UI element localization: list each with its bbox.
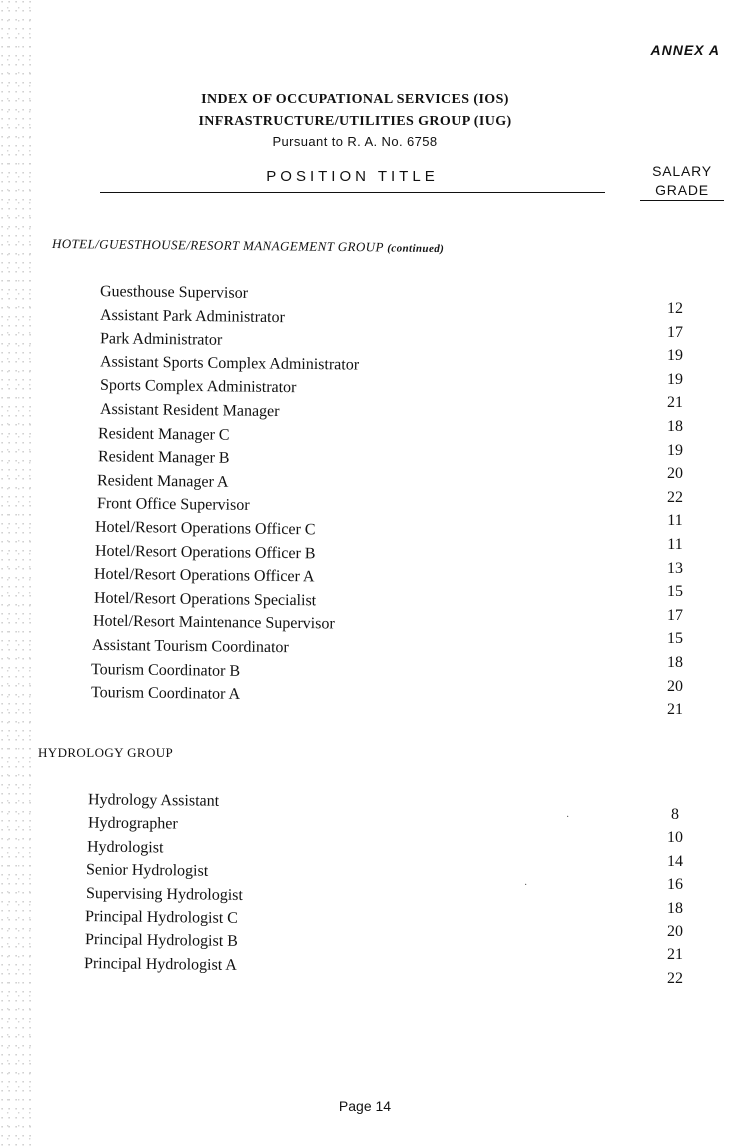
salary-grade: 22 [667, 969, 683, 987]
position-title: Hydrologist [86, 838, 164, 857]
position-title: Tourism Coordinator B [90, 660, 241, 680]
position-title-rule [100, 192, 605, 193]
salary-grade: 17 [667, 323, 683, 341]
salary-grade: 19 [667, 441, 683, 459]
salary-grade: 17 [667, 606, 683, 624]
position-title: Resident Manager C [97, 424, 230, 444]
salary-grade: 12 [667, 300, 683, 317]
legal-basis: Pursuant to R. A. No. 6758 [272, 134, 438, 149]
salary-grade: 21 [667, 946, 683, 964]
position-title: Assistant Park Administrator [99, 306, 285, 326]
document-title: INDEX OF OCCUPATIONAL SERVICES (IOS) [201, 92, 509, 107]
salary-grade: 16 [667, 876, 683, 894]
position-title-header: POSITION TITLE [266, 168, 439, 185]
position-title: Hotel/Resort Operations Officer A [93, 565, 315, 586]
position-title: Hotel/Resort Maintenance Supervisor [92, 612, 335, 633]
position-title: Hotel/Resort Operations Specialist [93, 589, 317, 610]
salary-grade: 20 [667, 465, 683, 483]
scan-speck: · [524, 880, 528, 891]
position-title: Principal Hydrologist B [84, 931, 238, 951]
position-title: Hotel/Resort Operations Officer C [94, 518, 316, 539]
position-title: Assistant Resident Manager [99, 400, 280, 421]
position-title: Assistant Sports Complex Administrator [99, 353, 360, 374]
group-heading-hydrology: HYDROLOGY GROUP [38, 745, 174, 760]
group-heading-hotel-text: HOTEL/GUESTHOUSE/RESORT MANAGEMENT GROUP [51, 235, 384, 255]
salary-grade: 18 [667, 654, 683, 671]
salary-grade: 18 [667, 418, 683, 435]
salary-grade: 13 [667, 559, 683, 577]
salary-grade: 15 [667, 630, 683, 648]
salary-grade: 14 [667, 852, 683, 870]
salary-grade: 18 [667, 899, 683, 917]
position-title: Sports Complex Administrator [99, 377, 297, 397]
salary-grade-rule [640, 200, 724, 201]
salary-header-line1: SALARY [652, 163, 712, 179]
position-title: Resident Manager A [96, 471, 229, 491]
salary-grade: 20 [667, 677, 683, 695]
position-title: Resident Manager B [97, 448, 230, 467]
annex-label: ANNEX A [650, 42, 720, 58]
page-number: Page 14 [338, 1098, 392, 1114]
group-heading-continued: (continued) [387, 242, 445, 256]
document-subtitle: INFRASTRUCTURE/UTILITIES GROUP (IUG) [198, 114, 512, 129]
salary-grade: 11 [667, 536, 683, 553]
salary-grade: 19 [667, 370, 683, 388]
position-title: Hotel/Resort Operations Officer B [94, 542, 316, 562]
salary-grade: 10 [667, 829, 683, 847]
salary-grade: 19 [667, 347, 683, 365]
salary-grade: 11 [667, 512, 683, 530]
position-title: Tourism Coordinator A [90, 684, 241, 704]
position-title: Guesthouse Supervisor [99, 283, 249, 302]
salary-grade: 21 [667, 701, 683, 719]
position-title: Park Administrator [99, 330, 223, 349]
position-title: Supervising Hydrologist [85, 884, 243, 904]
position-title: Front Office Supervisor [96, 495, 250, 515]
salary-grade: 22 [667, 488, 683, 506]
position-title: Assistant Tourism Coordinator [91, 636, 289, 657]
salary-grade: 20 [667, 923, 683, 940]
salary-grade-header [640, 162, 724, 200]
scan-margin-noise [0, 0, 34, 1148]
position-title: Principal Hydrologist C [84, 908, 238, 927]
position-title: Hydrology Assistant [87, 791, 220, 810]
scan-speck: · [566, 812, 570, 823]
position-title: Senior Hydrologist [85, 861, 209, 880]
salary-grade: 21 [667, 394, 683, 412]
salary-grade: 15 [667, 583, 683, 601]
salary-grade: 8 [671, 806, 679, 823]
position-title: Principal Hydrologist A [83, 954, 237, 974]
position-title: Hydrographer [87, 814, 178, 833]
group-heading-hotel [52, 236, 444, 256]
salary-header-line2: GRADE [655, 182, 709, 198]
